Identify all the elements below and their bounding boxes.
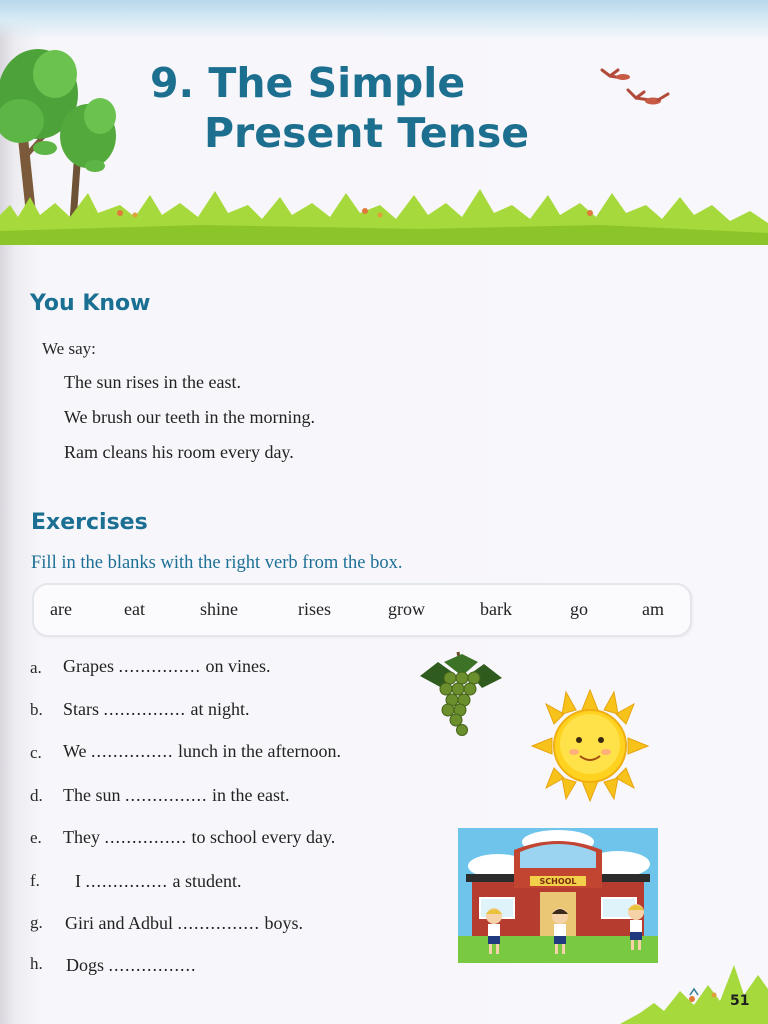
grapes-illustration [418, 648, 508, 740]
exercise-instruction: Fill in the blanks with the right verb from the box. [31, 553, 403, 573]
question-e [63, 827, 335, 848]
answer-blank[interactable]: ............... [108, 955, 192, 975]
word-option: are [50, 599, 72, 619]
question-text: lunch in the afternoon. [178, 741, 341, 761]
example-sentence: We brush our teeth in the morning. [64, 407, 315, 427]
question-text: Giri and Adbul [65, 913, 173, 933]
question-text: I [75, 871, 81, 891]
word-option: grow [388, 599, 425, 619]
question-text: on vines. [205, 656, 271, 676]
question-letter: a. [30, 658, 42, 677]
chapter-title [150, 58, 570, 158]
question-text: Grapes [63, 656, 114, 676]
question-text: The sun [63, 785, 121, 805]
word-option: bark [480, 599, 512, 619]
answer-blank[interactable]: ............... [125, 785, 208, 805]
question-text: We [63, 741, 87, 761]
question-f [75, 871, 242, 892]
answer-blank[interactable]: ............... [118, 656, 201, 676]
question-d [63, 785, 289, 806]
birds-illustration [598, 64, 673, 114]
question-letter: f. [30, 871, 40, 890]
question-text: to school every day. [191, 827, 336, 847]
question-letter: g. [30, 913, 43, 932]
question-text: boys. [264, 913, 304, 933]
word-option: go [570, 599, 588, 619]
question-text: Stars [63, 699, 99, 719]
sun-illustration [530, 688, 650, 803]
word-box [32, 583, 692, 637]
question-text: in the east. [212, 785, 290, 805]
question-a [63, 656, 270, 677]
chapter-title-line1: 9. The Simple [150, 59, 466, 107]
answer-blank[interactable]: ............... [85, 871, 168, 891]
school-illustration [458, 828, 658, 963]
question-letter: b. [30, 700, 43, 719]
page-number: 51 [730, 993, 750, 1009]
you-know-heading: You Know [30, 291, 151, 316]
sky-strip [0, 0, 768, 40]
word-option: am [642, 599, 664, 619]
question-b [63, 699, 250, 720]
grass-band [0, 175, 768, 245]
question-letter: d. [30, 786, 43, 805]
question-text: Dogs [66, 955, 105, 975]
school-sign-text: SCHOOL [539, 877, 577, 886]
word-option: shine [200, 599, 238, 619]
answer-blank[interactable]: ............... [104, 827, 187, 847]
corner-grass [620, 955, 768, 1024]
question-text: They [63, 827, 100, 847]
question-letter: e. [30, 828, 42, 847]
example-sentence: The sun rises in the east. [64, 372, 241, 392]
question-g [65, 913, 303, 934]
question-c [63, 741, 341, 762]
question-text: . [191, 955, 196, 975]
question-text: at night. [190, 699, 250, 719]
answer-blank[interactable]: ............... [177, 913, 260, 933]
question-text: a student. [172, 871, 242, 891]
word-option: rises [298, 599, 331, 619]
word-option: eat [124, 599, 145, 619]
answer-blank[interactable]: ............... [103, 699, 186, 719]
exercises-heading: Exercises [31, 510, 148, 535]
question-letter: c. [30, 743, 42, 762]
question-h [66, 955, 196, 976]
answer-blank[interactable]: ............... [91, 741, 174, 761]
example-sentence: Ram cleans his room every day. [64, 442, 294, 462]
question-letter: h. [30, 954, 43, 973]
chapter-title-line2: Present Tense [204, 109, 530, 157]
we-say-intro: We say: [42, 339, 96, 358]
